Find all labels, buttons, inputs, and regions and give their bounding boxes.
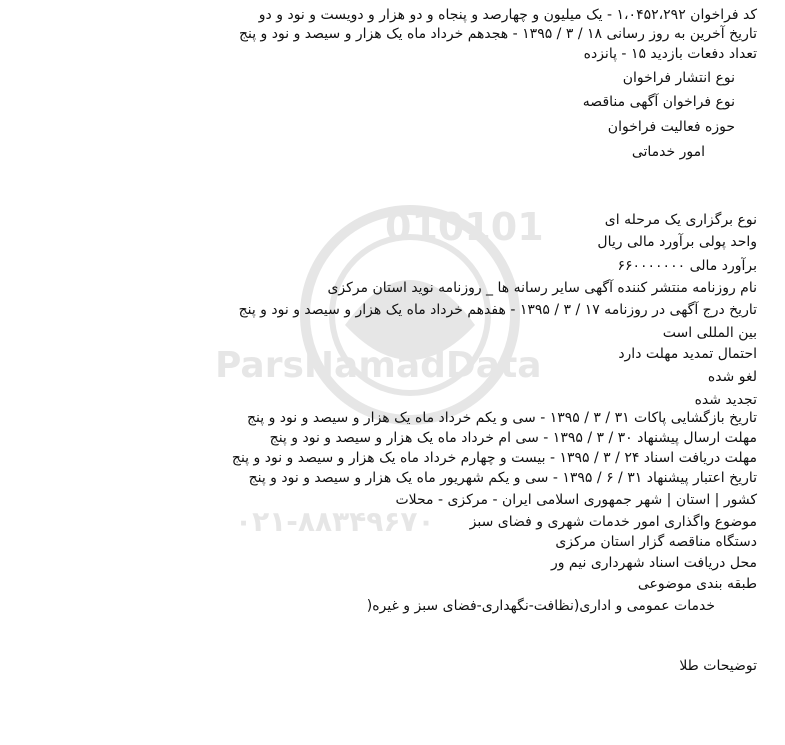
- tender-type: نوع فراخوان آگهی مناقصه: [582, 94, 735, 110]
- cancelled-status: لغو شده: [707, 369, 757, 385]
- newspaper-name: نام روزنامه منتشر کننده آگهی سایر رسانه ها _ روزنامه نوید استان مرکزی: [327, 280, 757, 296]
- category-label: طبقه بندی موضوعی: [637, 576, 757, 592]
- documents-deadline: مهلت دریافت اسناد ۲۴ / ۳ / ۱۳۹۵ - بیست و چهارم خرداد ماه یک هزار و سیصد و نود و پنج: [231, 450, 757, 466]
- proposal-deadline: مهلت ارسال پیشنهاد ۳۰ / ۳ / ۱۳۹۵ - سی ام خرداد ماه یک هزار و سیصد و نود و پنج: [269, 430, 757, 446]
- tender-code: کد فراخوان ۱،۰۴۵۲،۲۹۲ - یک میلیون و چهارصد و پنجاه و دو هزار و دویست و نود و دو: [258, 7, 757, 23]
- location: کشور | استان | شهر جمهوری اسلامی ایران - مرکزی - محلات: [395, 492, 757, 508]
- opening-date: تاریخ بازگشایی پاکات ۳۱ / ۳ / ۱۳۹۵ - سی و یکم خرداد ماه یک هزار و سیصد و نود و پنج: [246, 410, 757, 426]
- publish-type: نوع انتشار فراخوان: [622, 70, 735, 86]
- holding-type: نوع برگزاری یک مرحله ای: [604, 212, 757, 228]
- category-value: خدمات عمومی و اداری(نظافت-نگهداری-فضای سبز و غیره(: [366, 598, 715, 614]
- activity-field-value: امور خدماتی: [631, 144, 705, 160]
- watermark-code: 010101: [385, 205, 544, 249]
- proposal-validity: تاریخ اعتبار پیشنهاد ۳۱ / ۶ / ۱۳۹۵ - سی و یکم شهریور ماه یک هزار و سیصد و نود و پنج: [248, 470, 757, 486]
- view-count: تعداد دفعات بازدید ۱۵ - پانزده: [583, 46, 757, 62]
- renewed-status: تجدید شده: [694, 392, 757, 408]
- description: توضیحات طلا: [679, 658, 757, 674]
- watermark-brand: ParsNamadData: [215, 345, 542, 386]
- extension-status: احتمال تمدید مهلت دارد: [618, 346, 757, 362]
- newspaper-date: تاریخ درج آگهی در روزنامه ۱۷ / ۳ / ۱۳۹۵ - هفدهم خرداد ماه یک هزار و سیصد و نود و پنج: [238, 302, 757, 318]
- international-status: بین المللی است: [662, 325, 757, 341]
- last-update-date: تاریخ آخرین به روز رسانی ۱۸ / ۳ / ۱۳۹۵ - هجدهم خرداد ماه یک هزار و سیصد و نود و پنج: [238, 26, 757, 42]
- subject: موضوع واگذاری امور خدمات شهری و فضای سبز: [469, 514, 757, 530]
- documents-location: محل دریافت اسناد شهرداری نیم ور: [550, 555, 757, 571]
- tendering-organization: دستگاه مناقصه گزار استان مرکزی: [555, 534, 757, 550]
- currency-unit: واحد پولی برآورد مالی ریال: [597, 234, 757, 250]
- activity-field-label: حوزه فعالیت فراخوان: [607, 119, 735, 135]
- watermark-phone: ۰۲۱-۸۸۳۴۹۶۷۰: [235, 505, 435, 538]
- estimated-budget: برآورد مالی ۶۶۰۰۰۰۰۰۰: [617, 258, 757, 274]
